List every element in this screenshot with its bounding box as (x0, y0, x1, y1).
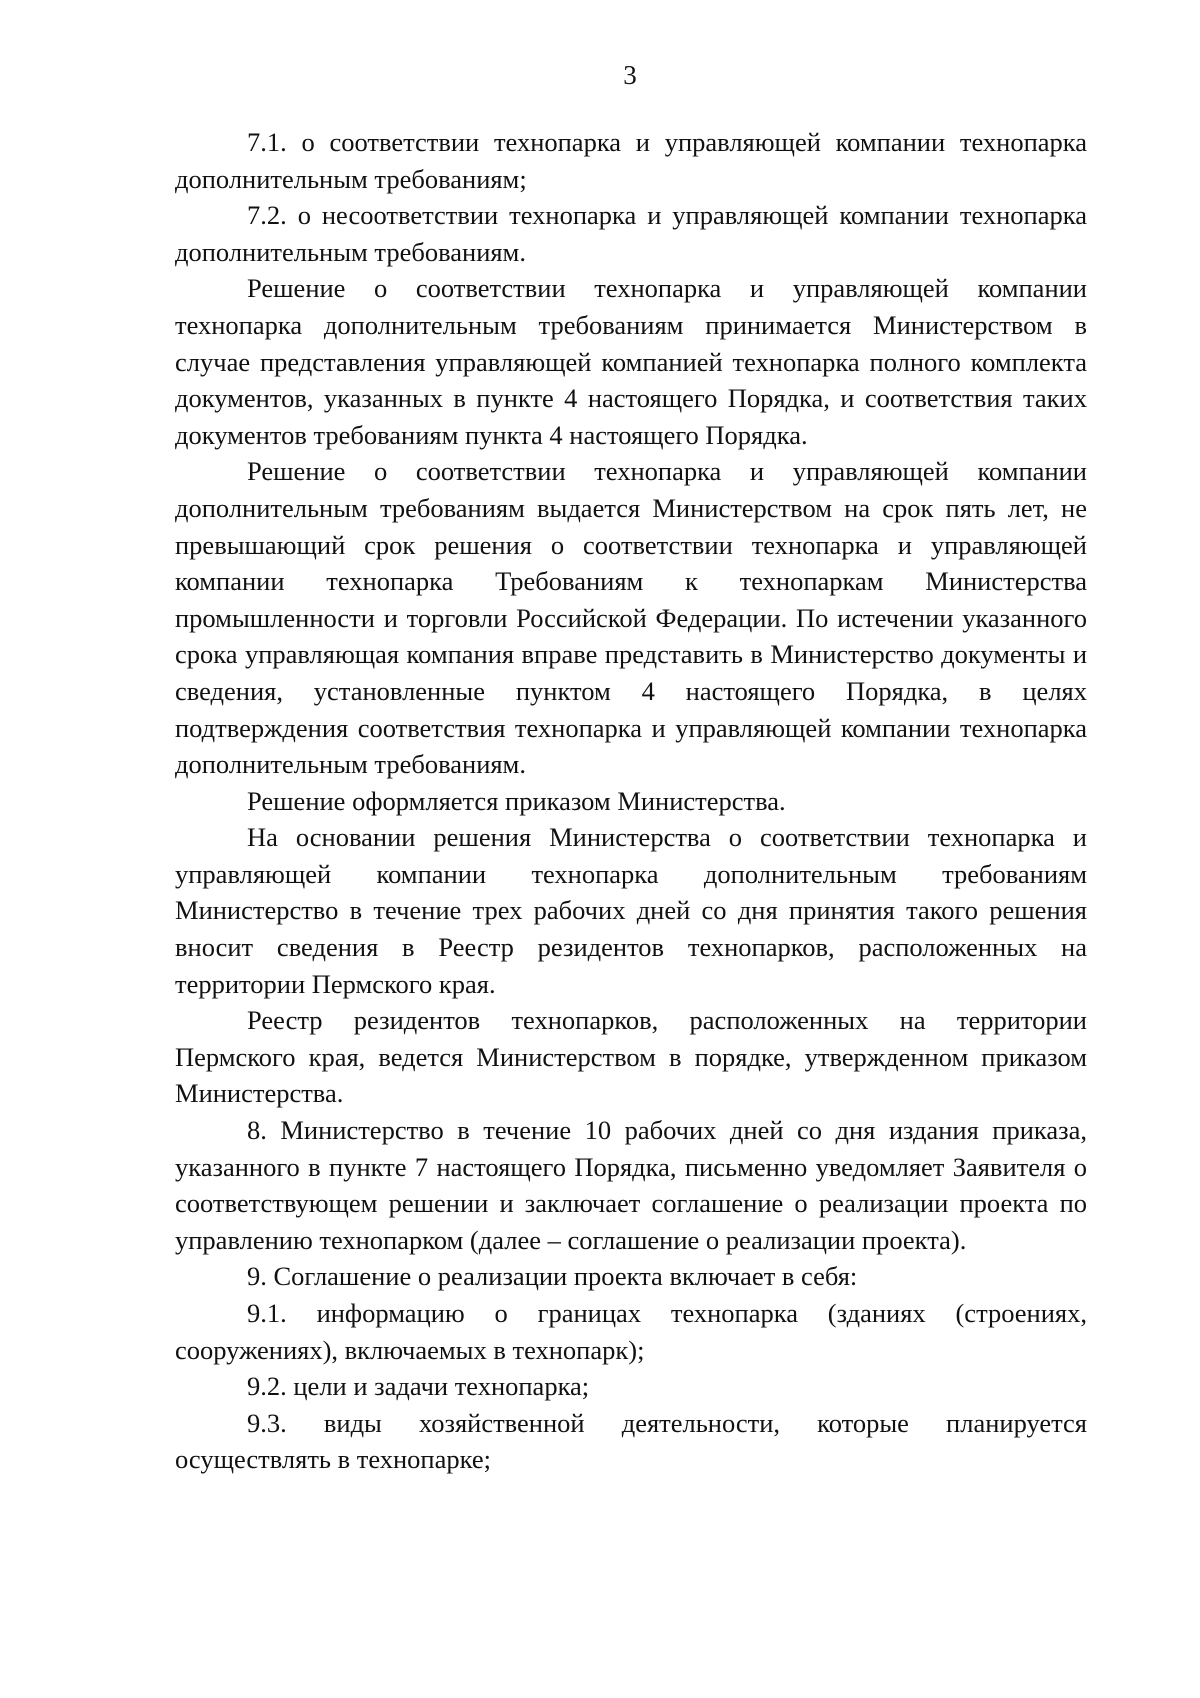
paragraph-7-1: 7.1. о соответствии технопарка и управляющей компании технопарка дополнительным требованиям; (175, 127, 1087, 194)
paragraph-registry-entry: На основании решения Министерства о соответствии технопарка и управляющей компании технопарка дополнительным требованиям Министерство в течение трех рабочих дней со дня принятия такого решения вносит сведения в Реестр резидентов технопарков, расположенных на территории Пермского края. (175, 822, 1087, 999)
paragraph-9-1: 9.1. информацию о границах технопарка (зданиях (строениях, сооружениях), включаемых в технопарк); (175, 1298, 1087, 1365)
paragraph-decision-term: Решение о соответствии технопарка и управляющей компании дополнительным требованиям выдается Министерством на срок пять лет, не превышающий срок решения о соответствии технопарка и управляющей компании технопарка Требованиям к технопаркам Министерства промышленности и торговли Российской Федерации. По истечении указанного срока управляющая компания вправе представить в Министерство документы и сведения, установленные пунктом 4 настоящего Порядка, в целях подтверждения соответствия технопарка и управляющей компании технопарка дополнительным требованиям. (175, 456, 1087, 780)
paragraph-9-3: 9.3. виды хозяйственной деятельности, которые планируется осуществлять в технопарке; (175, 1407, 1087, 1475)
paragraph-9-2: 9.2. цели и задачи технопарка; (247, 1371, 590, 1402)
paragraph-7-2: 7.2. о несоответствии технопарка и управляющей компании технопарка дополнительным требованиям. (175, 200, 1087, 267)
paragraph-decision-order: Решение оформляется приказом Министерства. (247, 785, 786, 816)
paragraph-registry-maintenance: Реестр резидентов технопарков, расположенных на территории Пермского края, ведется Министерством в порядке, утвержденном приказом Министерства. (175, 1005, 1087, 1109)
paragraph-9: 9. Соглашение о реализации проекта включает в себя: (247, 1261, 858, 1292)
paragraph-decision-criteria: Решение о соответствии технопарка и управляющей компании технопарка дополнительным требованиям принимается Министерством в случае представления управляющей компанией технопарка полного комплекта документов, указанных в пункте 4 настоящего Порядка, и соответствия таких документов требованиям пункта 4 настоящего Порядка. (175, 273, 1087, 450)
paragraph-8: 8. Министерство в течение 10 рабочих дней со дня издания приказа, указанного в пункте 7 настоящего Порядка, письменно уведомляет Заявителя о соответствующем решении и заключает соглашение о реализации проекта по управлению технопарком (далее – соглашение о реализации проекта). (175, 1115, 1087, 1255)
page-number: 3 (623, 60, 637, 90)
document-body (175, 124, 1087, 1478)
